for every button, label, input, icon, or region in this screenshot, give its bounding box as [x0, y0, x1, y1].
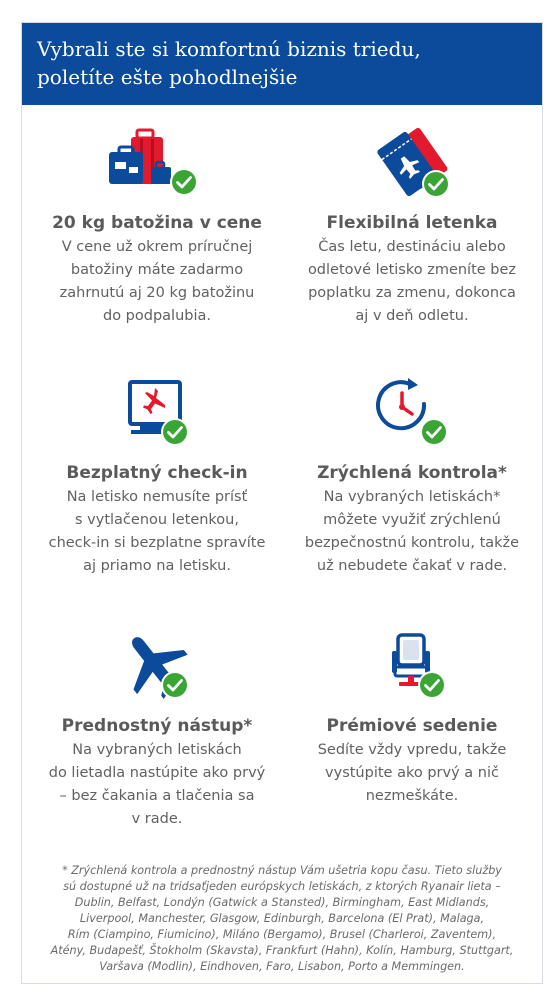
- check-badge-icon: [420, 418, 448, 446]
- description-line: – bez čakania a tlačenia sa: [59, 788, 255, 804]
- footnote: [22, 863, 542, 975]
- feature-title: Prémiové sedenie: [326, 716, 498, 736]
- footnote-line: sú dostupné už na tridsaťjeden európskych letiskách, z ktorých Ryanair lieta –: [63, 880, 501, 893]
- feature-check-in: [27, 376, 287, 578]
- description-line: odletové letisko zmeníte bez: [307, 262, 517, 278]
- description-line: Na vybraných letiskách: [72, 742, 242, 758]
- description-line: Na letisko nemusíte prísť: [66, 489, 248, 505]
- description-line: do lietadla nastúpite ako prvý: [48, 765, 266, 781]
- description-line: aj v deň odletu.: [355, 308, 469, 324]
- feature-description: [282, 236, 542, 328]
- feature-title: Flexibilná letenka: [326, 213, 498, 233]
- feature-description: [282, 739, 542, 808]
- comfort-class-card: [21, 22, 543, 984]
- feature-priority-boarding: [27, 629, 287, 831]
- fast-track-clock-icon: [362, 376, 462, 450]
- description-line: v rade.: [131, 811, 183, 827]
- footnote-line: Varšava (Modlin), Eindhoven, Faro, Lisabon, Porto a Memmingen.: [99, 960, 465, 973]
- description-line: V cene už okrem príručnej: [61, 239, 253, 255]
- description-line: check-in si bezplatne spravíte: [48, 535, 266, 551]
- feature-description: [27, 739, 287, 831]
- description-line: poplatku za zmenu, dokonca: [308, 285, 516, 301]
- feature-luggage: [27, 126, 287, 328]
- description-line: batožiny máte zadarmo: [70, 262, 244, 278]
- check-badge-icon: [418, 671, 446, 699]
- description-line: aj priamo na letisku.: [83, 558, 231, 574]
- description-line: už nebudete čakať v rade.: [316, 558, 508, 574]
- airplane-icon: [107, 629, 207, 703]
- feature-premium-seat: [282, 629, 542, 808]
- premium-seat-icon: [362, 629, 462, 703]
- description-line: bezpečnostnú kontrolu, takže: [304, 535, 520, 551]
- feature-fast-track: [282, 376, 542, 578]
- description-line: zahrnutú aj 20 kg batožinu: [59, 285, 255, 301]
- description-line: Na vybraných letiskách*: [323, 489, 501, 505]
- check-in-computer-icon: [107, 376, 207, 450]
- description-line: do podpalubia.: [103, 308, 211, 324]
- check-badge-icon: [161, 671, 189, 699]
- feature-flexible-ticket: [282, 126, 542, 328]
- feature-title: Zrýchlená kontrola*: [317, 463, 507, 483]
- feature-title: Bezplatný check-in: [66, 463, 248, 483]
- footnote-line: Liverpool, Manchester, Glasgow, Edinburgh, Barcelona (El Prat), Malaga,: [79, 912, 485, 925]
- title-line: poletíte ešte pohodlnejšie: [37, 65, 298, 89]
- description-line: nezmeškáte.: [365, 788, 459, 804]
- page-title: [37, 35, 421, 91]
- luggage-icon: [107, 126, 207, 200]
- feature-title: Prednostný nástup*: [61, 716, 253, 736]
- footnote-line: Rím (Ciampino, Fiumicino), Miláno (Bergamo), Brusel (Charleroi, Zaventem),: [67, 928, 497, 941]
- footnote-line: Dublin, Belfast, Londýn (Gatwick a Stansted), Birmingham, East Midlands,: [74, 896, 490, 909]
- description-line: Čas letu, destináciu alebo: [318, 239, 506, 255]
- flexible-ticket-icon: [362, 126, 462, 200]
- feature-description: [27, 486, 287, 578]
- feature-description: [27, 236, 287, 328]
- title-line: Vybrali ste si komfortnú biznis triedu,: [37, 37, 421, 61]
- description-line: môžete využiť zrýchlenú: [323, 512, 501, 528]
- footnote-line: Atény, Budapešť, Štokholm (Skavsta), Frankfurt (Hahn), Kolín, Hamburg, Stuttgart,: [50, 944, 514, 957]
- footnote-line: * Zrýchlená kontrola a prednostný nástup Vám ušetria kopu času. Tieto služby: [62, 864, 502, 877]
- header-banner: [22, 23, 542, 105]
- check-badge-icon: [170, 168, 198, 196]
- check-badge-icon: [161, 418, 189, 446]
- check-badge-icon: [422, 170, 450, 198]
- feature-description: [282, 486, 542, 578]
- feature-title: 20 kg batožina v cene: [52, 213, 262, 233]
- description-line: s vytlačenou letenkou,: [75, 512, 239, 528]
- description-line: vystúpite ako prvý a nič: [325, 765, 499, 781]
- description-line: Sedíte vždy vpredu, takže: [317, 742, 507, 758]
